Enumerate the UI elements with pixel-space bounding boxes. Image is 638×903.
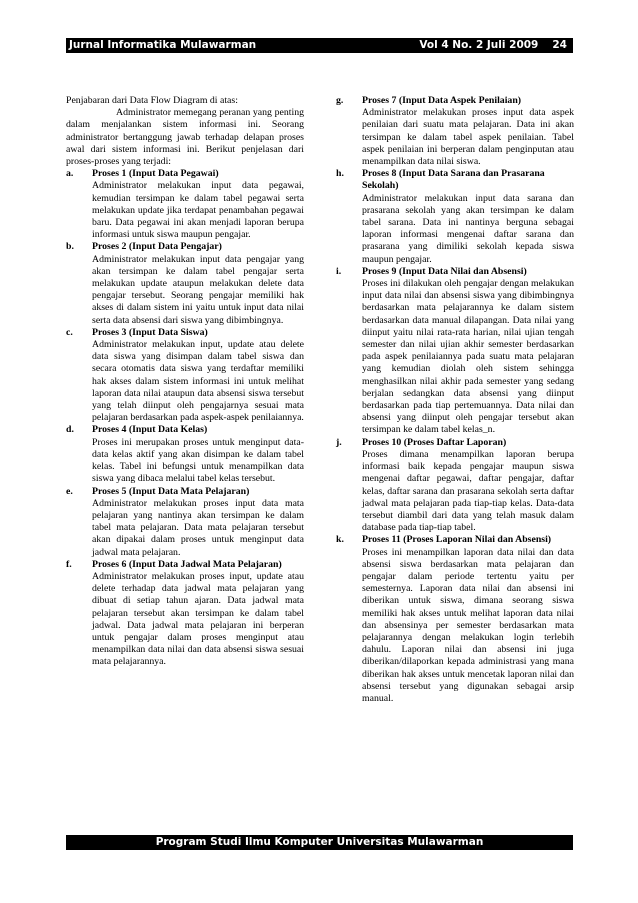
volume-info: Vol 4 No. 2 Juli 2009 bbox=[419, 39, 539, 51]
running-footer: Program Studi Ilmu Komputer Universitas Mulawarman bbox=[66, 835, 573, 850]
running-header bbox=[66, 38, 573, 53]
page-number: 24 bbox=[552, 39, 567, 51]
process-item bbox=[66, 168, 304, 241]
item-letter: g. bbox=[336, 95, 344, 106]
right-column bbox=[336, 95, 574, 705]
process-item bbox=[336, 266, 574, 437]
process-item bbox=[66, 559, 304, 669]
item-title: Proses 5 (Input Data Mata Pelajaran) bbox=[92, 485, 250, 497]
item-title: Proses 10 (Proses Daftar Laporan) bbox=[362, 436, 507, 448]
item-title: Proses 3 (Input Data Siswa) bbox=[92, 326, 208, 338]
process-item bbox=[336, 168, 574, 266]
intro-line: Penjabaran dari Data Flow Diagram di atas: bbox=[66, 95, 238, 106]
process-item bbox=[336, 534, 574, 705]
item-letter: j. bbox=[336, 436, 342, 448]
item-body: Proses ini dilakukan oleh pengajar dengan melakukan input data nilai dan absensi siswa yang dibimbingnya berdasarkan mata pelajarannya ke dalam sistem berdasarkan data manual dilapangan. Data nilai yang diinput yaitu nilai rata-rata harian, nilai ujian tengah semester dan nilai ujian akhir semester berdasarkan pada aspek penilaiannya pada suatu mata pelajaran yang kemudian diolah oleh sistem sehingga menghasilkan nilai akhir pada semester yang sedang berjalan sedangkan data absensi yang diinput berdasarkan pada tiap pertemuannya. Data nilai dan absensi yang diinput oleh pengajar tersebut akan tersimpan ke dalam tabel kelas_n. bbox=[362, 278, 574, 436]
item-body: Administrator melakukan input data sarana dan prasarana sekolah yang akan tersimpan ke dalam tabel sarana. Data ini nantinya berguna sebagai laporan informasi mengenai daftar sarana dan prasarana yang dimiliki sekolah kepada siswa maupun pengajar. bbox=[362, 192, 574, 265]
process-item bbox=[66, 327, 304, 425]
item-letter: b. bbox=[66, 241, 74, 253]
process-item bbox=[66, 424, 304, 485]
item-letter: a. bbox=[66, 168, 74, 180]
item-letter: f. bbox=[66, 558, 72, 570]
item-body: Proses dimana menampilkan laporan berupa informasi baik kepada pengajar maupun siswa mengenai daftar pegawai, daftar pengajar, daftar kelas, daftar sarana dan prasarana sekolah serta daftar jadwal mata pelajaran pada tiap-tiap kelas. Data-data tersebut diambil dari data yang telah masuk dalam database pada tiap-tiap tabel. bbox=[362, 448, 574, 534]
item-letter: i. bbox=[336, 265, 342, 277]
item-title: Proses 4 (Input Data Kelas) bbox=[92, 424, 208, 436]
item-title: Proses 9 (Input Data Nilai dan Absensi) bbox=[362, 265, 527, 277]
item-body: Administrator melakukan proses input data mata pelajaran yang nantinya akan tersimpan ke dalam tabel mata pelajaran. Data mata pelajaran tersebut akan dipakai dalam proses untuk menginput data jadwal mata pelajaran. bbox=[92, 497, 304, 558]
item-body: Proses ini merupakan proses untuk menginput data-data kelas aktif yang akan disimpan ke dalam tabel kelas. Tabel ini befungsi untuk menampilkan data siswa yang dibaca melalui tabel kelas tersebut. bbox=[92, 436, 304, 485]
item-body: Administrator melakukan input, update atau delete data siswa yang disimpan dalam tabel siswa dan secara otomatis data siswa yang terdaftar memiliki hak akses dalam sistem informasi ini untuk melihat laporan data nilai ataupun data absensi siswa tersebut yang telah diinput oleh pengajarnya sesuai mata pelajaran berdasarkan pada aspek-aspek penilaiannya. bbox=[92, 339, 304, 424]
item-title: Proses 7 (Input Data Aspek Penilaian) bbox=[362, 95, 522, 106]
issue-info bbox=[419, 38, 567, 53]
item-title: Proses 8 (Input Data Sarana dan Prasarana Sekolah) bbox=[362, 168, 545, 192]
intro-paragraph: Administrator memegang peranan yang penting dalam menjalankan sistem informasi ini. Seorang administrator bertanggung jawab terhadap delapan proses awal dari sistem informasi ini. Berikut penjelasan dari proses-proses yang terjadi: bbox=[66, 107, 304, 168]
left-column bbox=[66, 95, 304, 669]
journal-name: Jurnal Informatika Mulawarman bbox=[69, 39, 257, 51]
item-title: Proses 2 (Input Data Pengajar) bbox=[92, 241, 222, 253]
item-letter: k. bbox=[336, 534, 344, 546]
item-letter: c. bbox=[66, 326, 73, 338]
item-title: Proses 1 (Input Data Pegawai) bbox=[92, 168, 219, 180]
item-letter: d. bbox=[66, 424, 74, 436]
item-title: Proses 6 (Input Data Jadwal Mata Pelajaran) bbox=[92, 558, 282, 570]
process-item bbox=[66, 486, 304, 559]
item-body: Administrator melakukan input data pegawai, kemudian tersimpan ke dalam tabel pegawai serta melakukan update jika terdapat penambahan pegawai baru. Data pegawai ini akan menjadi laporan berupa informasi untuk siswa maupun pengajar. bbox=[92, 180, 304, 241]
item-body: Administrator melakukan input data pengajar yang akan tersimpan ke dalam tabel pengajar serta melakukan update ataupun melakukan delete data pengajar tersebut. Seorang pengajar memiliki hak akses di dalam sistem ini yaitu untuk input data nilai serta data absensi dari siswa yang dibimbingnya. bbox=[92, 253, 304, 326]
item-body: Administrator melakukan proses input data aspek penilaian dari suatu mata pelajaran. Data ini akan tersimpan ke dalam tabel aspek penilaian. Tabel aspek penilaian ini berperan dalam penginputan atau menampilkan data nilai siswa. bbox=[362, 107, 574, 168]
item-body: Administrator melakukan proses input, update atau delete terhadap data jadwal mata pelajaran yang dibuat di setiap tahun ajaran. Data jadwal mata pelajaran tersebut akan tersimpan ke dalam tabel jadwal. Data jadwal mata pelajaran ini berperan untuk pengajar dalam proses menginput atau menampilkan data nilai dan data absensi siswa sesuai mata pelajarannya. bbox=[92, 570, 304, 668]
process-item bbox=[66, 241, 304, 326]
item-title: Proses 11 (Proses Laporan Nilai dan Absensi) bbox=[362, 534, 552, 546]
process-item bbox=[336, 95, 574, 168]
item-letter: h. bbox=[336, 168, 344, 180]
item-body: Proses ini menampilkan laporan data nilai dan data absensi siswa berdasarkan mata pelajaran dan pengajar dalam periode tertentu yaitu per semesternya. Laporan data nilai dan absensi ini diberikan untuk siswa, dimana seorang siswa memiliki hak akses untuk melihat laporan data nilai dan absensinya per semester berdasarkan mata pelajarannya dengan melakukan login terlebih dahulu. Laporan nilai dan absensi ini juga diberikan/dilaporkan kepada administrasi yang mana diberikan hak akses untuk mencetak laporan nilai dan absensi tersebut yang digunakan sebagai arsip manual. bbox=[362, 546, 574, 704]
process-item bbox=[336, 437, 574, 535]
item-letter: e. bbox=[66, 485, 73, 497]
